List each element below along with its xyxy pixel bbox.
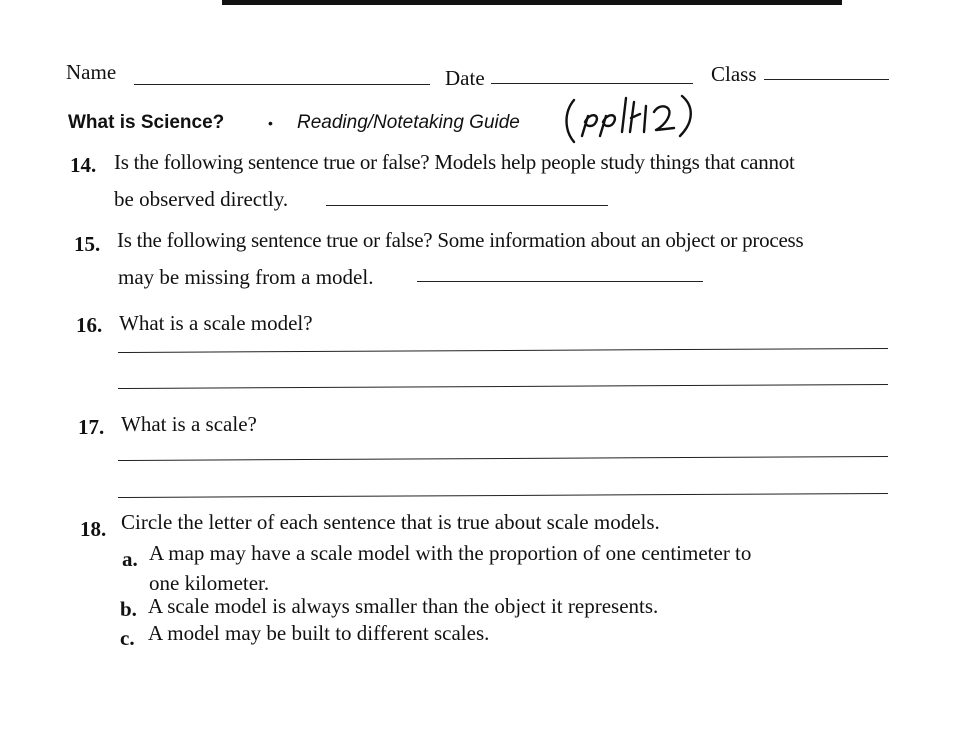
option-c-letter[interactable]: c. xyxy=(120,626,135,650)
option-a-letter[interactable]: a. xyxy=(122,547,138,571)
question-18-number: 18. xyxy=(80,517,107,541)
guide-title: What is Science? xyxy=(68,112,225,133)
question-15-number: 15. xyxy=(74,232,101,256)
question-18-text: Circle the letter of each sentence that is true about scale models. xyxy=(121,510,660,534)
question-15-text-line1: Is the following sentence true or false? Some information about an object or process xyxy=(117,228,804,252)
question-17-text: What is a scale? xyxy=(121,412,257,436)
question-16-text: What is a scale model? xyxy=(119,311,313,335)
question-15-text-line2: may be missing from a model. xyxy=(118,265,374,289)
guide-subtitle: Reading/Notetaking Guide xyxy=(297,112,520,133)
class-field[interactable] xyxy=(764,79,889,80)
date-field[interactable] xyxy=(491,83,693,84)
date-label: Date xyxy=(445,66,485,90)
top-border-rule xyxy=(222,0,842,5)
option-b-letter[interactable]: b. xyxy=(120,597,137,621)
option-b-text: A scale model is always smaller than the object it represents. xyxy=(148,594,659,618)
question-14-text-line1: Is the following sentence true or false? Models help people study things that cannot xyxy=(114,150,795,174)
name-label: Name xyxy=(66,60,117,84)
question-15-answer-line[interactable] xyxy=(417,281,703,282)
name-field[interactable] xyxy=(134,84,430,85)
handwritten-page-note xyxy=(560,92,710,144)
option-c-text: A model may be built to different scales. xyxy=(148,621,490,645)
question-16-answer-line-1[interactable] xyxy=(118,348,888,353)
class-label: Class xyxy=(711,62,757,86)
title-separator-bullet: • xyxy=(268,115,273,131)
question-17-answer-line-2[interactable] xyxy=(118,493,888,498)
question-14-text-line2: be observed directly. xyxy=(114,187,289,211)
question-17-answer-line-1[interactable] xyxy=(118,456,888,461)
option-a-text-line1: A map may have a scale model with the proportion of one centimeter to xyxy=(149,541,752,565)
option-a-text-line2: one kilometer. xyxy=(149,571,270,595)
question-17-number: 17. xyxy=(78,415,105,439)
question-14-answer-line[interactable] xyxy=(326,205,608,206)
question-16-number: 16. xyxy=(76,313,103,337)
question-16-answer-line-2[interactable] xyxy=(118,384,888,389)
question-14-number: 14. xyxy=(70,153,97,177)
